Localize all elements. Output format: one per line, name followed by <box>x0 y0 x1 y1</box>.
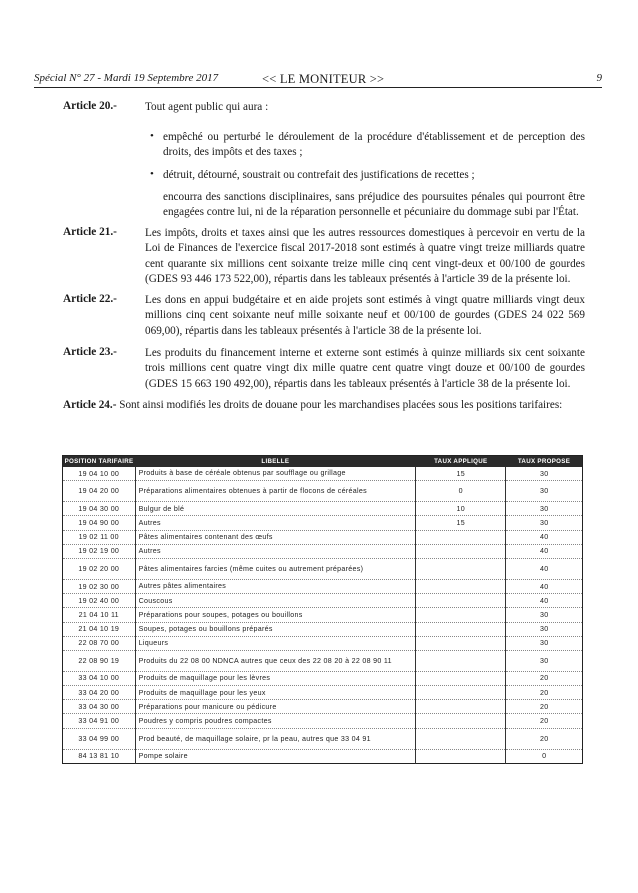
position-cell: 19 04 30 00 <box>63 502 136 516</box>
header-rule <box>34 87 602 88</box>
libelle-cell: Couscous <box>135 594 415 608</box>
table-row <box>63 622 583 636</box>
position-cell: 33 04 30 00 <box>63 700 136 714</box>
position-cell: 19 02 11 00 <box>63 530 136 544</box>
position-cell: 19 04 10 00 <box>63 467 136 481</box>
position-cell: 33 04 20 00 <box>63 686 136 700</box>
libelle-cell: Liqueurs <box>135 636 415 650</box>
taux-propose-cell: 40 <box>506 530 583 544</box>
position-cell: 33 04 99 00 <box>63 728 136 749</box>
table-row <box>63 544 583 558</box>
libelle-cell: Poudres y compris poudres compactes <box>135 714 415 728</box>
table-row <box>63 686 583 700</box>
libelle-cell: Bulgur de blé <box>135 502 415 516</box>
article-24-text: Sont ainsi modifiés les droits de douane pour les marchandises placées sous les positions tarifaires: <box>119 399 563 411</box>
article-24 <box>63 398 593 413</box>
libelle-cell: Autres <box>135 516 415 530</box>
libelle-cell: Pompe solaire <box>135 749 415 763</box>
libelle-cell: Produits du 22 08 00 NDNCA autres que ceux des 22 08 20 à 22 08 90 11 <box>135 650 415 671</box>
taux-applique-cell: 15 <box>416 467 506 481</box>
table-row <box>63 714 583 728</box>
taux-propose-cell: 30 <box>506 636 583 650</box>
position-cell: 21 04 10 11 <box>63 608 136 622</box>
table-header-row <box>63 456 583 468</box>
table-row <box>63 728 583 749</box>
taux-applique-cell <box>416 579 506 593</box>
taux-applique-cell <box>416 608 506 622</box>
taux-applique-cell <box>416 594 506 608</box>
taux-applique-cell <box>416 671 506 685</box>
taux-applique-cell <box>416 686 506 700</box>
taux-applique-cell <box>416 749 506 763</box>
position-cell: 84 13 81 10 <box>63 749 136 763</box>
taux-applique-cell: 0 <box>416 481 506 502</box>
table-row <box>63 749 583 763</box>
issue-info: Spécial N° 27 - Mardi 19 Septembre 2017 <box>34 72 219 84</box>
table-row <box>63 636 583 650</box>
table-row <box>63 502 583 516</box>
position-cell: 22 08 70 00 <box>63 636 136 650</box>
page-header <box>34 72 602 88</box>
article-21-label: Article 21.- <box>63 226 117 238</box>
taux-applique-cell <box>416 636 506 650</box>
article-20-bullet-2: détruit, détourné, soustrait ou contrefait des justifications de recettes ; <box>163 169 475 181</box>
taux-propose-cell: 20 <box>506 728 583 749</box>
position-cell: 19 02 20 00 <box>63 558 136 579</box>
libelle-cell: Produits de maquillage pour les yeux <box>135 686 415 700</box>
taux-propose-cell: 40 <box>506 558 583 579</box>
taux-propose-cell: 30 <box>506 622 583 636</box>
position-cell: 22 08 90 19 <box>63 650 136 671</box>
libelle-cell: Préparations pour soupes, potages ou bouillons <box>135 608 415 622</box>
table-row <box>63 558 583 579</box>
table-row <box>63 530 583 544</box>
article-20-label: Article 20.- <box>63 100 117 112</box>
taux-applique-cell <box>416 714 506 728</box>
table-row <box>63 594 583 608</box>
position-cell: 19 04 90 00 <box>63 516 136 530</box>
taux-applique-cell: 15 <box>416 516 506 530</box>
taux-propose-cell: 20 <box>506 700 583 714</box>
taux-propose-cell: 20 <box>506 714 583 728</box>
taux-applique-cell <box>416 530 506 544</box>
libelle-cell: Pâtes alimentaires farcies (même cuites ou autrement préparées) <box>135 558 415 579</box>
taux-propose-cell: 30 <box>506 516 583 530</box>
taux-applique-cell <box>416 728 506 749</box>
table-body <box>63 467 583 763</box>
position-cell: 19 04 20 00 <box>63 481 136 502</box>
table-row <box>63 671 583 685</box>
tariff-table <box>62 455 583 764</box>
position-cell: 21 04 10 19 <box>63 622 136 636</box>
taux-propose-cell: 30 <box>506 650 583 671</box>
article-22-label: Article 22.- <box>63 293 117 305</box>
article-21-text: Les impôts, droits et taxes ainsi que les autres ressources domestiques à percevoir en vertu de la Loi de Finances de l'exercice fiscal 2017-2018 sont estimés à quatre vingt treize milliards quatre cent quarante six millions cent soixante treize mille cinq cent vingt-deux et 00/100 de gourdes (GDES 93 446 173 522,00), répartis dans les tableaux présentés à l'article 39 de la présente loi. <box>145 227 585 286</box>
taux-applique-cell <box>416 544 506 558</box>
taux-propose-cell: 20 <box>506 671 583 685</box>
libelle-cell: Produits de maquillage pour les lèvres <box>135 671 415 685</box>
article-20-intro: Tout agent public qui aura : <box>145 101 269 113</box>
position-cell: 19 02 40 00 <box>63 594 136 608</box>
taux-propose-cell: 40 <box>506 594 583 608</box>
header-position: POSITION TARIFAIRE <box>63 456 136 468</box>
taux-applique-cell: 10 <box>416 502 506 516</box>
header-taux-propose: TAUX PROPOSE <box>506 456 583 468</box>
position-cell: 19 02 30 00 <box>63 579 136 593</box>
libelle-cell: Autres pâtes alimentaires <box>135 579 415 593</box>
header-libelle: LIBELLE <box>135 456 415 468</box>
table-row <box>63 516 583 530</box>
taux-propose-cell: 30 <box>506 608 583 622</box>
article-22-text: Les dons en appui budgétaire et en aide projets sont estimés à vingt quatre milliards vingt deux millions cinq cent soixante neuf mille soixante neuf et 00/100 de gourdes (GDES 24 022 569 069,00), répartis dans les tableaux présentés à l'article 38 de la présente loi. <box>145 294 585 337</box>
table-row <box>63 700 583 714</box>
taux-propose-cell: 30 <box>506 467 583 481</box>
table-row <box>63 467 583 481</box>
taux-propose-cell: 30 <box>506 481 583 502</box>
taux-applique-cell <box>416 700 506 714</box>
table-row <box>63 608 583 622</box>
article-23-label: Article 23.- <box>63 346 117 358</box>
taux-propose-cell: 20 <box>506 686 583 700</box>
position-cell: 33 04 91 00 <box>63 714 136 728</box>
libelle-cell: Préparations pour manicure ou pédicure <box>135 700 415 714</box>
taux-propose-cell: 40 <box>506 579 583 593</box>
taux-applique-cell <box>416 622 506 636</box>
libelle-cell: Préparations alimentaires obtenues à partir de flocons de céréales <box>135 481 415 502</box>
libelle-cell: Soupes, potages ou bouillons préparés <box>135 622 415 636</box>
taux-applique-cell <box>416 650 506 671</box>
article-23-text: Les produits du financement interne et externe sont estimés à quinze milliards six cent soixante trois millions cent quatre vingt dix mille quatre cent quatre vingt douze et 00/100 de gourdes (GDES 15 663 190 492,00), répartis dans les tableaux présentés à l'article 38 de la présente loi. <box>145 347 585 390</box>
table-row <box>63 650 583 671</box>
libelle-cell: Pâtes alimentaires contenant des œufs <box>135 530 415 544</box>
libelle-cell: Prod beauté, de maquillage solaire, pr la peau, autres que 33 04 91 <box>135 728 415 749</box>
article-20-conclusion: encourra des sanctions disciplinaires, sans préjudice des poursuites pénales qui pourront être engagées contre lui, ni de la réparation personnelle et pécuniaire du dommage subi par l'État. <box>163 191 585 219</box>
taux-propose-cell: 40 <box>506 544 583 558</box>
position-cell: 19 02 19 00 <box>63 544 136 558</box>
header-taux-applique: TAUX APPLIQUE <box>416 456 506 468</box>
position-cell: 33 04 10 00 <box>63 671 136 685</box>
publication-title: << LE MONITEUR >> <box>262 72 385 86</box>
taux-propose-cell: 0 <box>506 749 583 763</box>
libelle-cell: Produits à base de céréale obtenus par soufflage ou grillage <box>135 467 415 481</box>
taux-propose-cell: 30 <box>506 502 583 516</box>
article-24-label: Article 24.- <box>63 399 117 411</box>
bullet-icon: • <box>150 168 154 180</box>
bullet-icon: • <box>150 130 154 142</box>
article-20-bullet-1: empêché ou perturbé le déroulement de la procédure d'établissement et de perception des droits, des impôts et des taxes ; <box>163 131 585 159</box>
taux-applique-cell <box>416 558 506 579</box>
libelle-cell: Autres <box>135 544 415 558</box>
page-number: 9 <box>596 72 602 84</box>
table-row <box>63 481 583 502</box>
table-row <box>63 579 583 593</box>
